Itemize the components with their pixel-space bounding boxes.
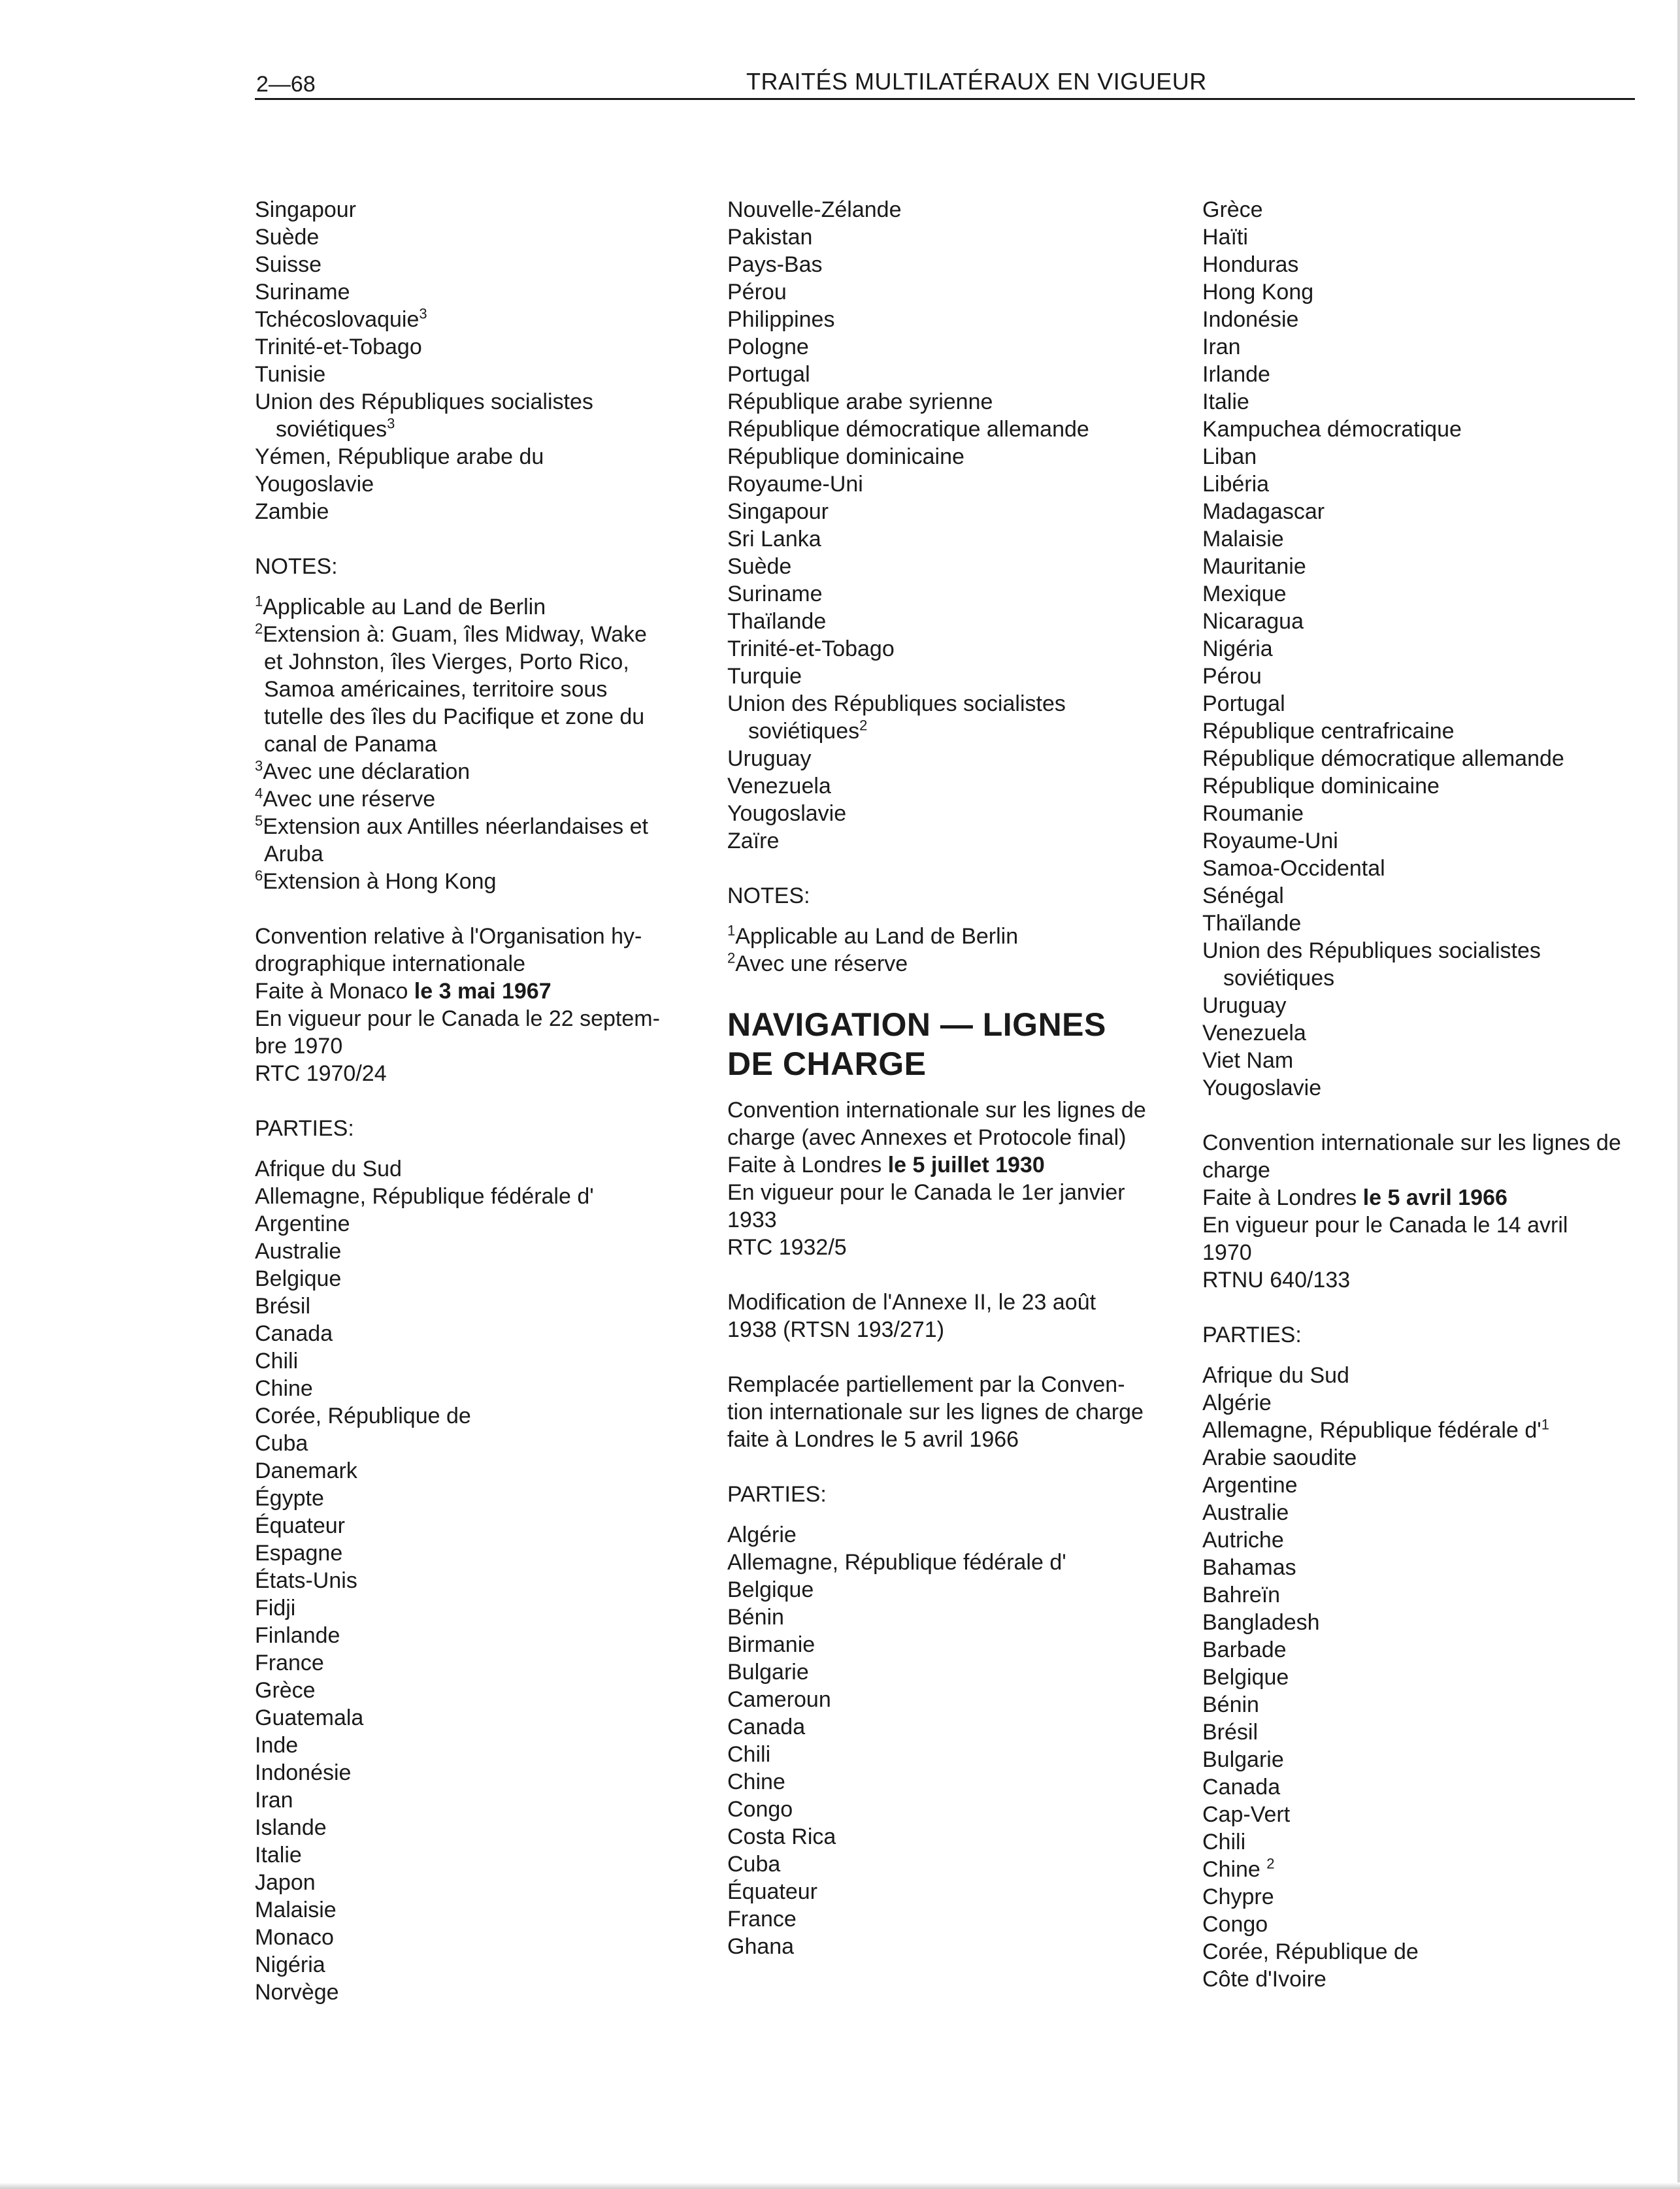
treaty-replaced: Remplacée partiellement par la Conven- [727, 1372, 1125, 1397]
list-item: Roumanie [1202, 801, 1304, 826]
list-item: Bahreïn [1202, 1583, 1281, 1607]
section-heading [727, 1005, 1178, 1083]
notes [255, 593, 706, 895]
list-item: Libéria [1202, 472, 1270, 497]
list-item: Pérou [727, 280, 787, 304]
list-item: Afrique du Sud [255, 1157, 402, 1181]
treaty-reference: RTNU 640/133 [1202, 1268, 1351, 1292]
list-item: Guatemala [255, 1705, 364, 1730]
list-item: Singapour [255, 197, 357, 222]
list-item: Grèce [255, 1678, 316, 1703]
list-item: Yougoslavie [1202, 1076, 1322, 1100]
list-item: Belgique [255, 1266, 342, 1291]
list-item: Union des Républiques socialistes [1202, 938, 1541, 963]
treaty-entry [1202, 1129, 1653, 1294]
list-item: Australie [1202, 1500, 1289, 1525]
page-edge [1677, 0, 1680, 2189]
treaty-in-force: 1970 [1202, 1240, 1252, 1265]
notes-label: NOTES: [727, 883, 810, 908]
list-item: Argentine [255, 1211, 350, 1236]
list-item: Allemagne, République fédérale d' [255, 1184, 594, 1209]
list-item: Venezuela [1202, 1021, 1306, 1045]
list-item: Monaco [255, 1925, 334, 1950]
treaty-title: Convention relative à l'Organisation hy- [255, 924, 642, 949]
treaty-reference: RTC 1932/5 [727, 1235, 847, 1260]
treaty-title: Convention internationale sur les lignes de [1202, 1130, 1621, 1155]
list-item: Japon [255, 1870, 316, 1895]
list-item: Honduras [1202, 252, 1299, 277]
page-edge-bottom [0, 2182, 1680, 2189]
list-item: Costa Rica [727, 1824, 836, 1849]
section-heading-line: DE CHARGE [727, 1045, 927, 1082]
list-item: Côte d'Ivoire [1202, 1967, 1326, 1992]
list-item: Islande [255, 1815, 327, 1840]
list-item: Trinité-et-Tobago [255, 335, 422, 359]
list-item: Corée, République de [1202, 1939, 1419, 1964]
list-item: Cap-Vert [1202, 1802, 1291, 1827]
list-item: Samoa-Occidental [1202, 856, 1385, 881]
list-item: Portugal [1202, 691, 1285, 716]
list-item: Uruguay [1202, 993, 1287, 1018]
page-number: 2—68 [256, 72, 316, 97]
list-item: Liban [1202, 444, 1257, 469]
list-item: Pologne [727, 335, 809, 359]
note: $^5$Extension aux Antilles néerlandaises et [255, 812, 648, 839]
list-item: Singapour [727, 499, 829, 524]
list-item: Sénégal [1202, 883, 1284, 908]
page-header [255, 67, 1635, 100]
treaty-done: Faite à Monaco le 3 mai 1967 [255, 979, 552, 1004]
list-item: Autriche [1202, 1528, 1284, 1553]
list-item: Bénin [1202, 1692, 1259, 1717]
note: $^6$Extension à Hong Kong [255, 867, 497, 894]
list-item: Madagascar [1202, 499, 1325, 524]
list-item: Allemagne, République fédérale $d'^1$ [1202, 1416, 1549, 1443]
list-item: Barbade [1202, 1638, 1287, 1662]
list-item: Italie [1202, 389, 1249, 414]
list-item: Afrique du Sud [1202, 1363, 1349, 1388]
parties-list [727, 1521, 1178, 1960]
note-line: et Johnston, îles Vierges, Porto Rico, [264, 650, 629, 674]
running-title: TRAITÉS MULTILATÉRAUX EN VIGUEUR [746, 68, 1207, 95]
list-item: Égypte [255, 1486, 324, 1511]
list-item: République démocratique allemande [727, 417, 1089, 442]
treaty-in-force: En vigueur pour le Canada le 14 avril [1202, 1213, 1568, 1238]
list-item: Bahamas [1202, 1555, 1296, 1580]
list-item: Canada [1202, 1775, 1281, 1800]
list-item: Canada [255, 1321, 333, 1346]
list-item: Italie [255, 1843, 302, 1868]
list-item: Inde [255, 1733, 299, 1758]
list-item: Pays-Bas [727, 252, 823, 277]
list-item: Venezuela [727, 774, 831, 798]
list-item: Chine [255, 1376, 313, 1401]
list-item: Kampuchea démocratique [1202, 417, 1462, 442]
list-item: Philippines [727, 307, 835, 332]
list-item: France [727, 1907, 797, 1932]
treaty-modification: Modification de l'Annexe II, le 23 août [727, 1290, 1096, 1315]
note: $^2$Extension à: Guam, îles Midway, Wake [255, 620, 647, 647]
list-item: Cuba [727, 1852, 781, 1877]
note: $^1$Applicable au Land de Berlin [255, 593, 546, 619]
list-item: Iran [1202, 335, 1241, 359]
list-item: Royaume-Uni [1202, 829, 1338, 853]
list-item: Australie [255, 1239, 342, 1264]
list-item: Chili [727, 1742, 771, 1767]
list-item: Danemark [255, 1458, 357, 1483]
list-item: Turquie [727, 664, 802, 689]
treaty-reference: RTC 1970/24 [255, 1061, 387, 1086]
list-item: République dominicaine [727, 444, 964, 469]
parties-list-continued [255, 196, 706, 525]
list-item: Thaïlande [1202, 911, 1302, 936]
list-item: Bénin [727, 1605, 784, 1630]
list-item: soviétiques [1223, 966, 1335, 991]
list-item: Espagne [255, 1541, 343, 1566]
parties-label: PARTIES: [727, 1482, 827, 1507]
list-item: Bulgarie [727, 1660, 809, 1685]
list-item: Suisse [255, 252, 322, 277]
parties-label: PARTIES: [255, 1116, 354, 1141]
list-item: République centrafricaine [1202, 719, 1455, 744]
parties-list [255, 1155, 706, 2006]
list-item: Chine $^2$ [1202, 1855, 1275, 1882]
list-item: Arabie saoudite [1202, 1445, 1357, 1470]
list-item: Viet Nam [1202, 1048, 1294, 1073]
list-item: Union des Républiques socialistes [255, 389, 593, 414]
list-item: Brésil [255, 1294, 311, 1319]
list-item: République dominicaine [1202, 774, 1440, 798]
section-heading-line: NAVIGATION — LIGNES [727, 1006, 1106, 1043]
list-item: Union des Républiques socialistes [727, 691, 1066, 716]
list-item: Zaïre [727, 829, 780, 853]
list-item: Finlande [255, 1623, 340, 1648]
column-1 [255, 196, 706, 2006]
list-item: Portugal [727, 362, 810, 387]
note-line: Samoa américaines, territoire sous [264, 677, 608, 702]
column-3 [1202, 196, 1653, 1993]
list-item: Canada [727, 1715, 806, 1739]
list-item: Bulgarie [1202, 1747, 1284, 1772]
list-item: Birmanie [727, 1632, 815, 1657]
list-item: Yougoslavie [727, 801, 847, 826]
list-item: Grèce [1202, 197, 1263, 222]
list-item: Uruguay [727, 746, 812, 771]
list-item: Argentine [1202, 1473, 1298, 1498]
list-item: Pakistan [727, 225, 813, 250]
list-item: Hong Kong [1202, 280, 1314, 304]
list-item: Indonésie [1202, 307, 1299, 332]
list-item: Tchécoslovaquie$^3$ [255, 305, 427, 332]
list-item: Algérie [1202, 1391, 1272, 1415]
list-item: République démocratique allemande [1202, 746, 1564, 771]
list-item: Chine [727, 1769, 785, 1794]
list-item: Iran [255, 1788, 293, 1813]
treaty-in-force: 1933 [727, 1208, 777, 1232]
list-item: Zambie [255, 499, 329, 524]
treaty-replaced: tion internationale sur les lignes de charge [727, 1400, 1144, 1424]
list-item: Indonésie [255, 1760, 352, 1785]
treaty-title: drographique internationale [255, 951, 525, 976]
treaty-done: Faite à Londres le 5 juillet 1930 [727, 1153, 1045, 1177]
list-item: Belgique [1202, 1665, 1289, 1690]
note: $^3$Avec une déclaration [255, 757, 470, 784]
list-item: Allemagne, République fédérale d' [727, 1550, 1066, 1575]
treaty-in-force: bre 1970 [255, 1034, 343, 1059]
list-item: Chypre [1202, 1885, 1274, 1909]
treaty-replaced: faite à Londres le 5 avril 1966 [727, 1427, 1019, 1452]
list-item: Tunisie [255, 362, 326, 387]
list-item: Équateur [727, 1879, 817, 1904]
note-line: canal de Panama [264, 732, 437, 757]
list-item: Corée, République de [255, 1404, 471, 1428]
treaty-modification: 1938 (RTSN 193/271) [727, 1317, 945, 1342]
list-item: soviétiques$^2$ [748, 717, 868, 744]
list-item: Trinité-et-Tobago [727, 636, 895, 661]
list-item: Nouvelle-Zélande [727, 197, 902, 222]
list-item: Pérou [1202, 664, 1262, 689]
treaty-done: Faite à Londres le 5 avril 1966 [1202, 1185, 1507, 1210]
parties-list-continued [727, 196, 1178, 855]
treaty-in-force: En vigueur pour le Canada le 22 septem- [255, 1006, 660, 1031]
list-item: Sri Lanka [727, 527, 821, 551]
list-item: Mexique [1202, 582, 1287, 606]
notes-label: NOTES: [255, 554, 338, 579]
list-item: Équateur [255, 1513, 345, 1538]
treaty-entry [255, 923, 706, 1087]
list-item: Ghana [727, 1934, 795, 1959]
treaty-title: Convention internationale sur les lignes de [727, 1098, 1146, 1123]
note: $^1$Applicable au Land de Berlin [727, 922, 1019, 949]
list-item: Malaisie [255, 1898, 337, 1922]
list-item: Suède [255, 225, 320, 250]
list-item: Yougoslavie [255, 472, 374, 497]
list-item: Irlande [1202, 362, 1270, 387]
list-item: Norvège [255, 1980, 339, 2005]
list-item: Algérie [727, 1522, 797, 1547]
list-item: Nigéria [1202, 636, 1273, 661]
list-item: Suède [727, 554, 792, 579]
parties-list-continued [1202, 196, 1653, 1102]
list-item: Fidji [255, 1596, 296, 1621]
list-item: Brésil [1202, 1720, 1259, 1745]
list-item: Mauritanie [1202, 554, 1306, 579]
list-item: Nigéria [255, 1952, 325, 1977]
list-item: Cameroun [727, 1687, 831, 1712]
list-item: États-Unis [255, 1568, 357, 1593]
list-item: Nicaragua [1202, 609, 1304, 634]
note-line: Aruba [264, 842, 323, 866]
treaty-title: charge [1202, 1158, 1270, 1183]
list-item: soviétiques$^3$ [276, 415, 395, 442]
list-item: Thaïlande [727, 609, 827, 634]
notes [727, 923, 1178, 978]
list-item: Cuba [255, 1431, 308, 1456]
parties-list [1202, 1362, 1653, 1993]
list-item: France [255, 1651, 324, 1675]
treaty-entry [727, 1096, 1178, 1453]
list-item: Chili [1202, 1830, 1246, 1854]
list-item: Royaume-Uni [727, 472, 863, 497]
list-item: Yémen, République arabe du [255, 444, 544, 469]
list-item: Congo [1202, 1912, 1268, 1937]
list-item: Congo [727, 1797, 793, 1822]
list-item: République arabe syrienne [727, 389, 993, 414]
parties-label: PARTIES: [1202, 1323, 1302, 1347]
note: $^4$Avec une réserve [255, 785, 436, 812]
treaty-title: charge (avec Annexes et Protocole final) [727, 1125, 1127, 1150]
list-item: Haïti [1202, 225, 1248, 250]
list-item: Suriname [727, 582, 823, 606]
column-2 [727, 196, 1178, 1960]
note-line: tutelle des îles du Pacifique et zone du [264, 704, 645, 729]
list-item: Suriname [255, 280, 350, 304]
list-item: Chili [255, 1349, 299, 1374]
treaty-in-force: En vigueur pour le Canada le 1er janvier [727, 1180, 1125, 1205]
list-item: Malaisie [1202, 527, 1284, 551]
note: $^2$Avec une réserve [727, 949, 908, 976]
list-item: Belgique [727, 1577, 814, 1602]
list-item: Bangladesh [1202, 1610, 1320, 1635]
